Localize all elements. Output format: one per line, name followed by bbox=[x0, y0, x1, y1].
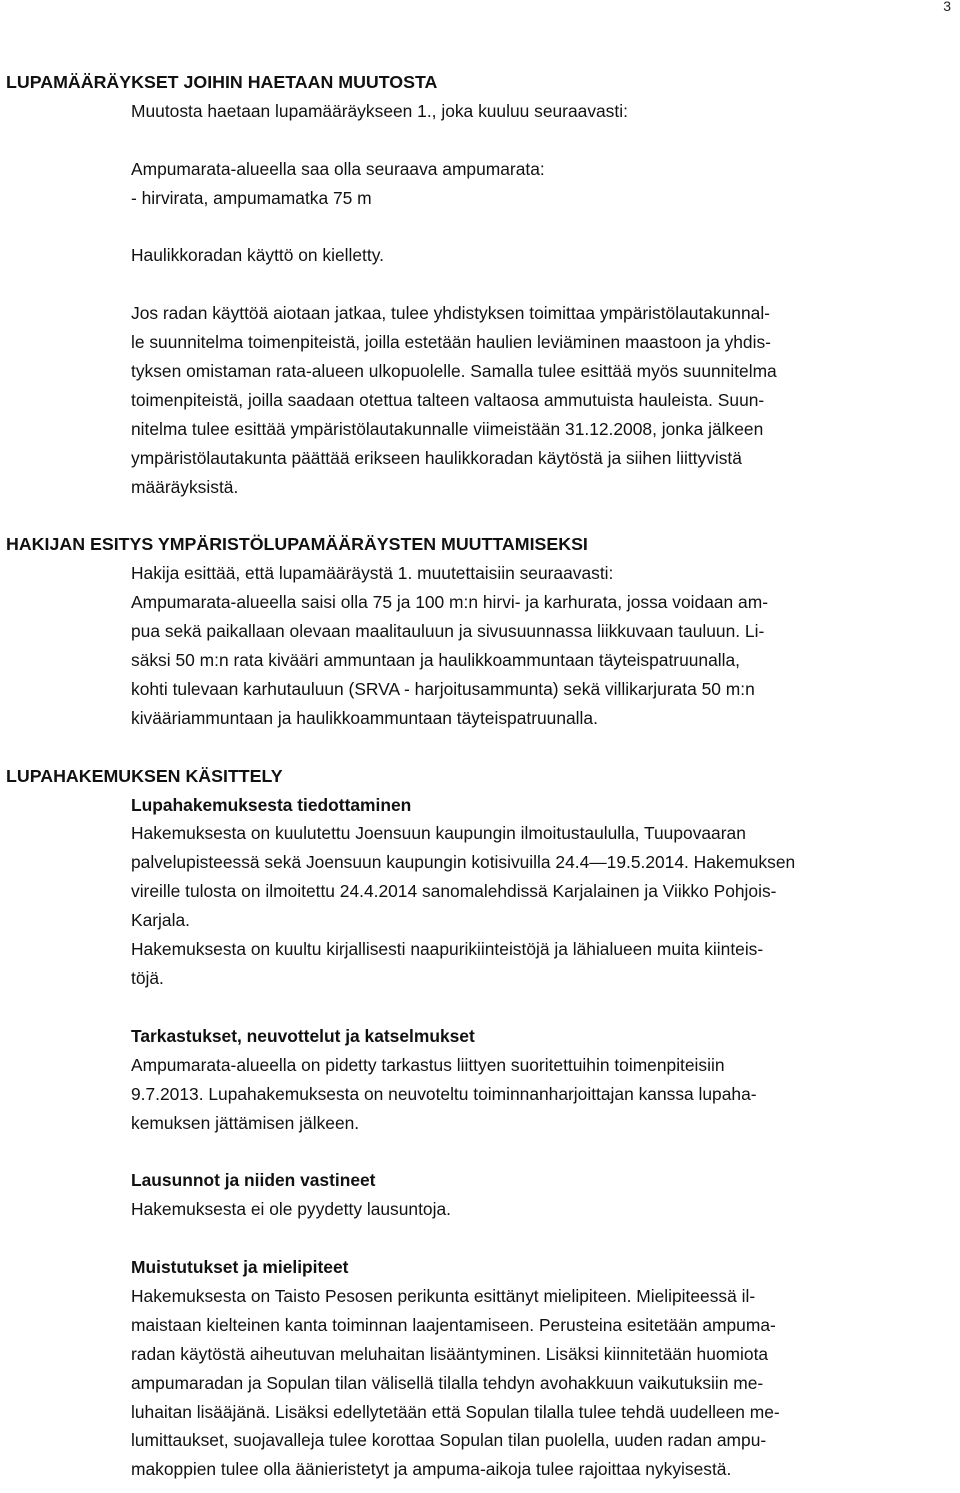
paragraph-line: ympäristölautakunta päättää erikseen haulikkoradan käytöstä ja siihen liittyvistä bbox=[131, 447, 742, 468]
lupamaaraykset-intro: Muutosta haetaan lupamääräykseen 1., joka kuuluu seuraavasti: bbox=[131, 100, 628, 121]
subheading-lausunnot: Lausunnot ja niiden vastineet bbox=[131, 1170, 376, 1191]
paragraph-line: le suunnitelma toimenpiteistä, joilla estetään haulien leviäminen maastoon ja yhdis- bbox=[131, 332, 771, 353]
range-line-2: - hirvirata, ampumamatka 75 m bbox=[131, 187, 372, 208]
section-heading-hakijan-esitys: HAKIJAN ESITYS YMPÄRISTÖLUPAMÄÄRÄYSTEN MUUTTAMISEKSI bbox=[6, 534, 588, 555]
paragraph-line: Ampumarata-alueella on pidetty tarkastus liittyen suoritettuihin toimenpiteisiin bbox=[131, 1054, 725, 1075]
kasittely-block bbox=[131, 791, 953, 1485]
paragraph-line: Hakemuksesta ei ole pyydetty lausuntoja. bbox=[131, 1199, 451, 1220]
paragraph-line: Hakemuksesta on kuultu kirjallisesti naapurikiinteistöjä ja lähialueen muita kiinteis- bbox=[131, 939, 764, 960]
subheading-muistutukset: Muistutukset ja mielipiteet bbox=[131, 1257, 349, 1278]
paragraph-line: Ampumarata-alueella saisi olla 75 ja 100 m:n hirvi- ja karhurata, jossa voidaan am- bbox=[131, 592, 769, 613]
subheading-tarkastukset: Tarkastukset, neuvottelut ja katselmukset bbox=[131, 1025, 475, 1046]
paragraph-line: vireille tulosta on ilmoitettu 24.4.2014 sanomalehdissä Karjalainen ja Viikko Pohjois- bbox=[131, 881, 777, 902]
paragraph-line: Hakemuksesta on kuulutettu Joensuun kaupungin ilmoitustaululla, Tuupovaaran bbox=[131, 823, 746, 844]
section-heading-lupamaaraykset: LUPAMÄÄRÄYKSET JOIHIN HAETAAN MUUTOSTA bbox=[6, 72, 438, 92]
lupamaaraykset-paragraph bbox=[131, 299, 953, 501]
paragraph-line: kohti tulevaan karhutauluun (SRVA - harjoitusammunta) sekä villikarjurata 50 m:n bbox=[131, 678, 755, 699]
range-line-1: Ampumarata-alueella saa olla seuraava ampumarata: bbox=[131, 158, 545, 179]
paragraph-line: luhaitan lisääjänä. Lisäksi edellytetään että Sopulan tilalla tulee tehdä uudelleen me- bbox=[131, 1401, 780, 1422]
hakijan-esitys-paragraph bbox=[131, 588, 953, 733]
paragraph-line: Karjala. bbox=[131, 910, 190, 931]
paragraph-line: lumittaukset, suojavalleja tulee korottaa Sopulan tilan puolella, uuden radan ampu- bbox=[131, 1430, 767, 1451]
paragraph-line: toimenpiteistä, joilla saadaan otettua talteen valtaosa ammutuista hauleista. Suun- bbox=[131, 389, 765, 410]
paragraph-line: kivääriammuntaan ja haulikkoammuntaan täyteispatruunalla. bbox=[131, 707, 598, 728]
paragraph-line: maistaan kielteinen kanta toiminnan laajentamiseen. Perusteina esitetään ampuma- bbox=[131, 1314, 776, 1335]
shotgun-prohibited: Haulikkoradan käyttö on kielletty. bbox=[131, 245, 384, 266]
paragraph-line: töjä. bbox=[131, 968, 164, 989]
paragraph-line: ampumaradan ja Sopulan tilan välisellä tilalla tehdyn avohakkuun vaikutuksiin me- bbox=[131, 1372, 764, 1393]
paragraph-line: määräyksistä. bbox=[131, 476, 239, 497]
paragraph-line: säksi 50 m:n rata kivääri ammuntaan ja haulikkoammuntaan täyteispatruunalla, bbox=[131, 650, 740, 671]
paragraph-line: tyksen omistaman rata-alueen ulkopuolelle. Samalla tulee esittää myös suunnitelma bbox=[131, 361, 777, 382]
hakijan-esitys-block bbox=[131, 559, 953, 732]
subheading-tiedottaminen: Lupahakemuksesta tiedottaminen bbox=[131, 794, 412, 815]
paragraph-line: nitelma tulee esittää ympäristölautakunnalle viimeistään 31.12.2008, jonka jälkeen bbox=[131, 418, 764, 439]
paragraph-line: kemuksen jättämisen jälkeen. bbox=[131, 1112, 360, 1133]
page-number: 3 bbox=[943, 0, 951, 14]
paragraph-line: radan käytöstä aiheutuvan meluhaitan lisääntyminen. Lisäksi kiinnitetään huomiota bbox=[131, 1343, 769, 1364]
paragraph-line: Jos radan käyttöä aiotaan jatkaa, tulee yhdistyksen toimittaa ympäristölautakunnal- bbox=[131, 303, 770, 324]
section-heading-lupahakemuksen-kasittely: LUPAHAKEMUKSEN KÄSITTELY bbox=[6, 765, 283, 786]
paragraph-line: 9.7.2013. Lupahakemuksesta on neuvoteltu toiminnanharjoittajan kanssa lupaha- bbox=[131, 1083, 757, 1104]
document-body bbox=[0, 68, 960, 1484]
lupamaaraykset-block bbox=[131, 97, 953, 502]
hakijan-esitys-intro: Hakija esittää, että lupamääräystä 1. muutettaisiin seuraavasti: bbox=[131, 563, 614, 584]
paragraph-line: pua sekä paikallaan olevaan maalitauluun ja sivusuunnassa liikkuvaan tauluun. Li- bbox=[131, 621, 765, 642]
paragraph-line: makoppien tulee olla äänieristetyt ja ampuma-aikoja tulee rajoittaa nykyisestä. bbox=[131, 1459, 732, 1480]
paragraph-line: palvelupisteessä sekä Joensuun kaupungin kotisivuilla 24.4—19.5.2014. Hakemuksen bbox=[131, 852, 796, 873]
paragraph-line: Hakemuksesta on Taisto Pesosen perikunta esittänyt mielipiteen. Mielipiteessä il- bbox=[131, 1285, 756, 1306]
